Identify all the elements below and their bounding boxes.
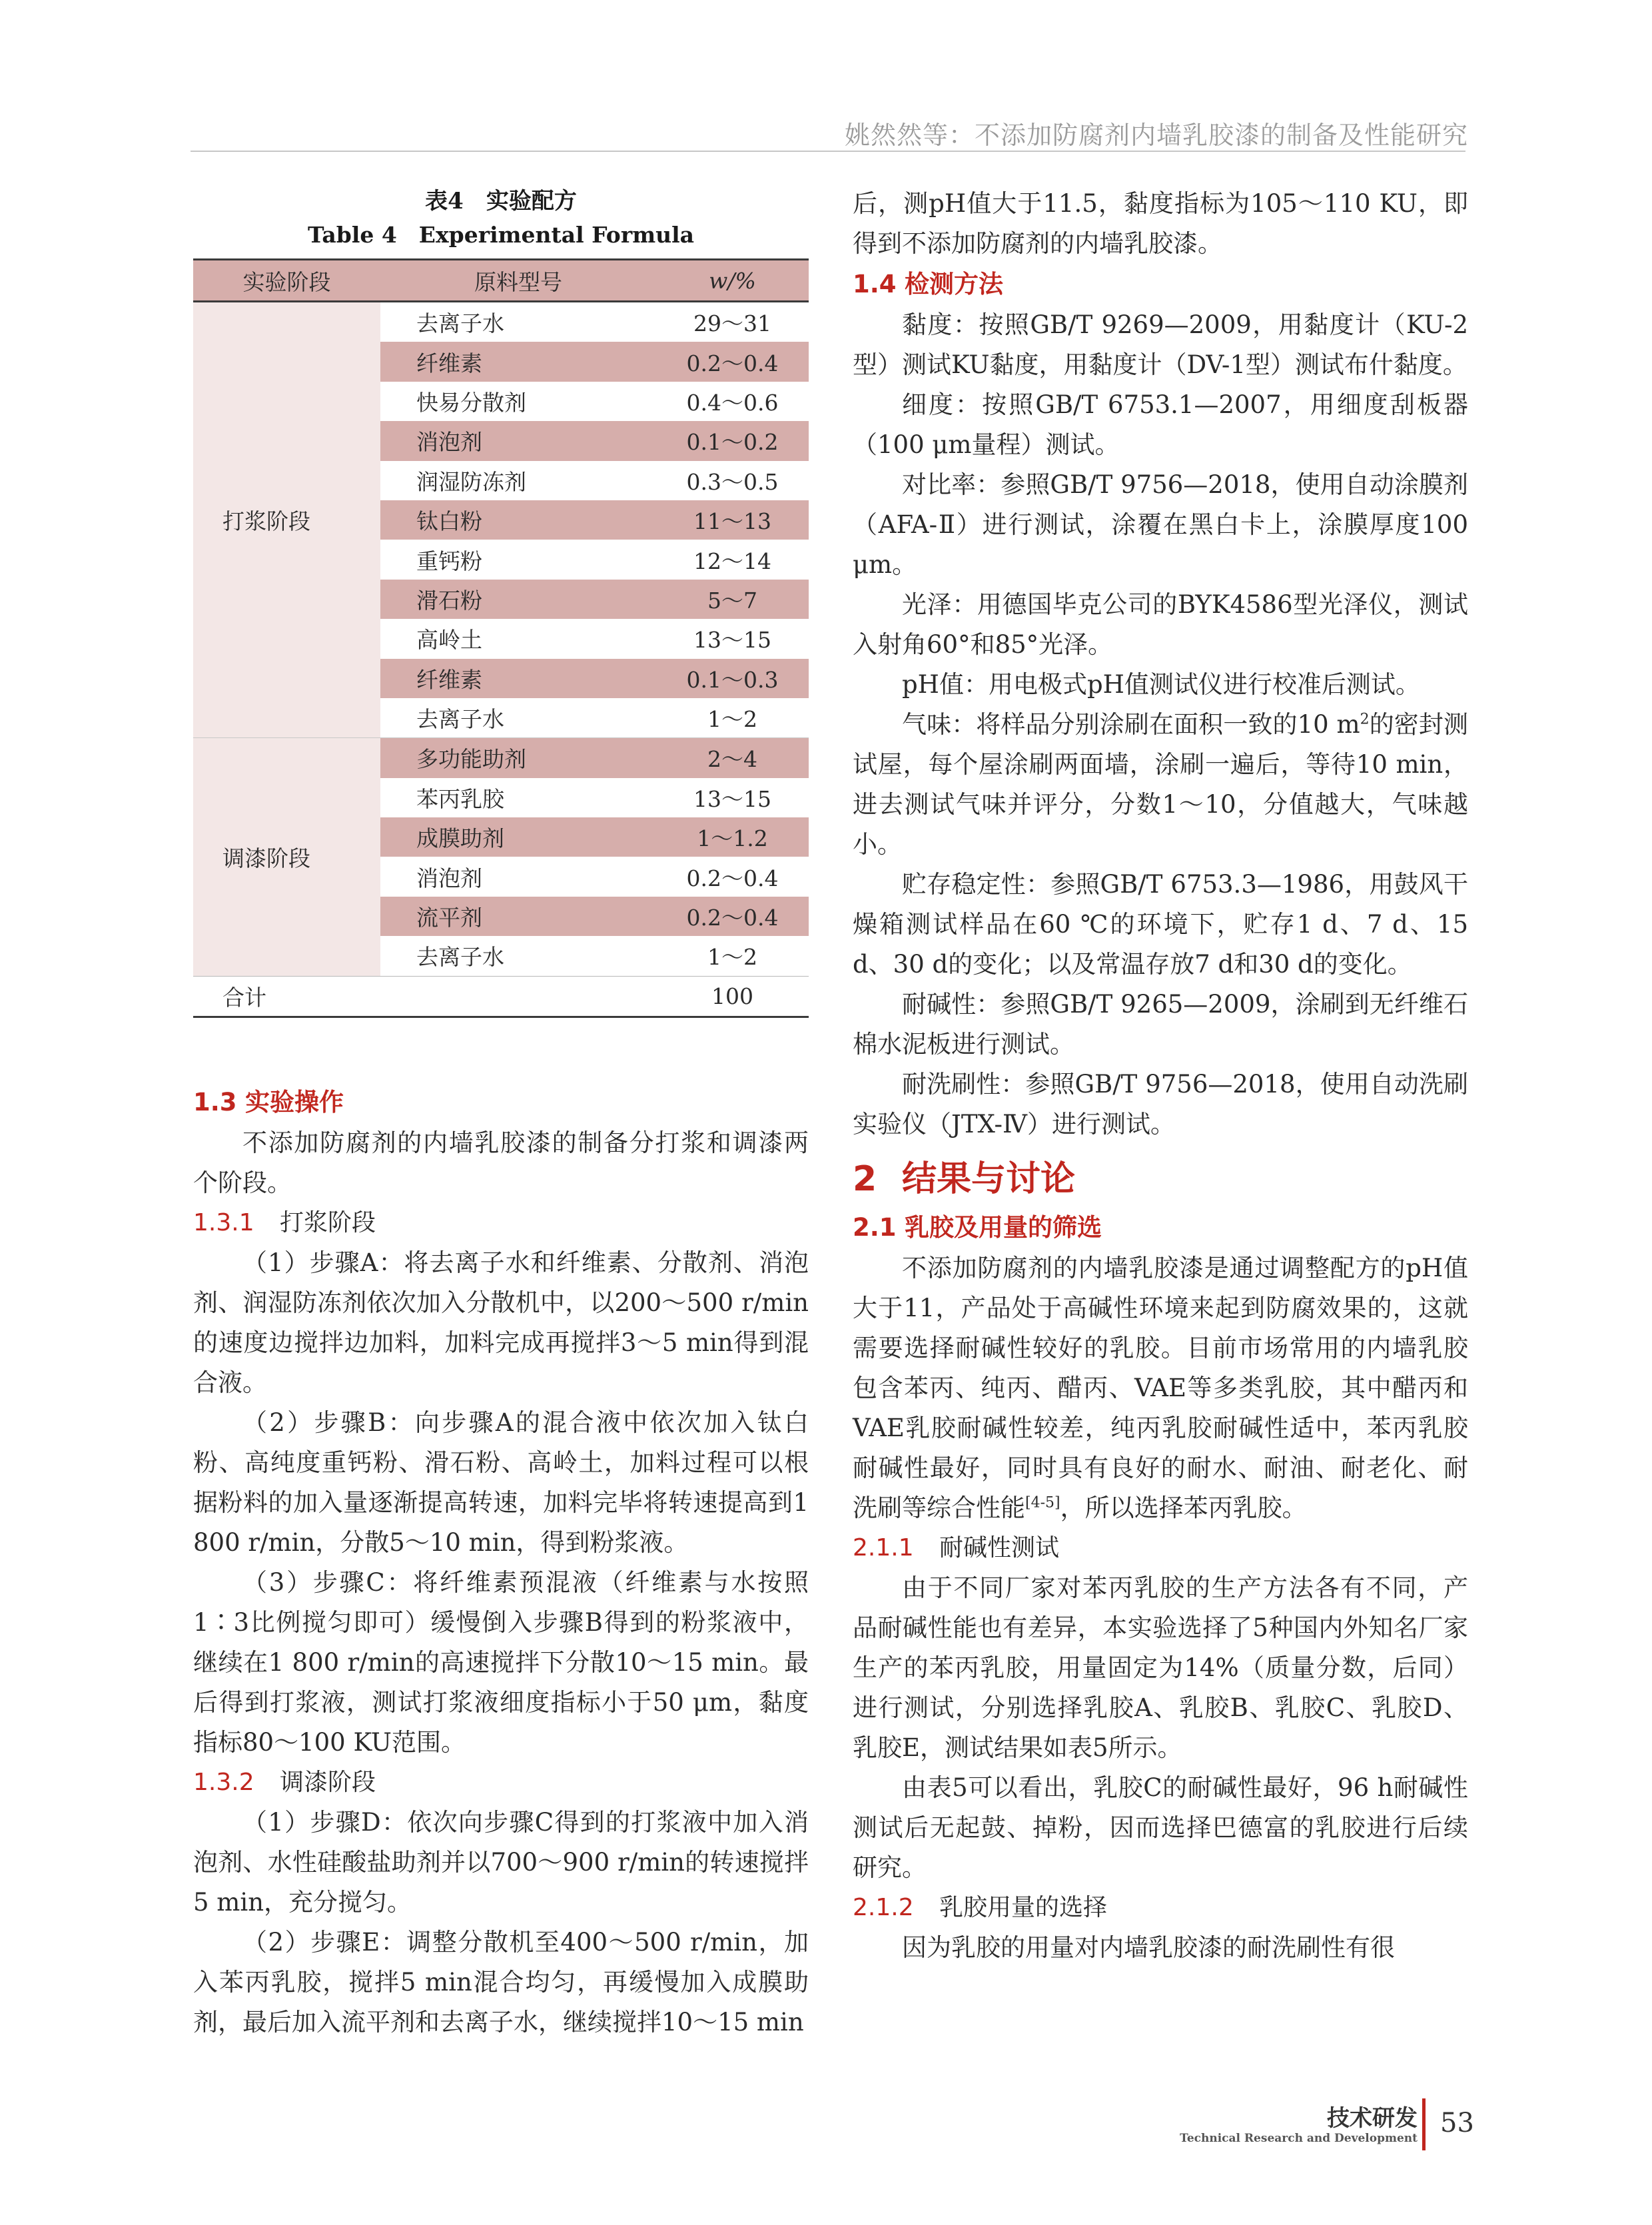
value-cell: 29～31 (693, 310, 771, 337)
odor-text-a: 气味：将样品分别涂刷在面积一致的10 m (902, 710, 1360, 739)
material-cell: 快易分散剂 (416, 389, 526, 416)
material-cell: 纤维素 (380, 659, 656, 698)
formula-table (193, 258, 809, 1018)
p21-text-a: 不添加防腐剂的内墙乳胶漆是通过调整配方的pH值大于11，产品处于高碱性环境来起到防腐效果的，这就需要选择耐碱性较好的乳胶。目前市场常用的内墙乳胶包含苯丙、纯丙、醋丙、VAE等多类乳胶，其中醋丙和VAE乳胶耐碱性较差，纯丙乳胶耐碱性适中，苯丙乳胶耐碱性最好，同时具有良好的耐水、耐油、耐老化、耐洗刷等综合性能 (853, 1254, 1468, 1522)
method-gloss: 光泽：用德国毕克公司的BYK4586型光泽仪，测试入射角60°和85°光泽。 (853, 590, 1468, 659)
paragraph-step-a: （1）步骤A：将去离子水和纤维素、分散剂、消泡剂、润湿防冻剂依次加入分散机中，以200～500 r/min的速度边搅拌边加料，加料完成再搅拌3～5 min得到混合液。 (193, 1248, 809, 1398)
value-cell: 1～2 (707, 944, 757, 971)
section-title: 调漆阶段 (280, 1769, 376, 1797)
header-material: 原料型号 (380, 260, 656, 302)
material-cell: 滑石粉 (380, 580, 656, 619)
section-2-1-1-heading (853, 1528, 1468, 1568)
value-cell: 13～15 (693, 627, 771, 654)
table-caption-cn: 表4 实验配方 (425, 188, 577, 215)
section-number: 1.3 (193, 1088, 237, 1117)
material-cell: 去离子水 (416, 944, 504, 971)
paragraph-step-c: （3）步骤C：将纤维素预混液（纤维素与水按照1∶3比例搅匀即可）缓慢倒入步骤B得到的粉浆液中，继续在1 800 r/min的高速搅拌下分散10～15 min。最后得到打浆液，测试打浆液细度指标小于50 μm，黏度指标80～100 KU范围。 (193, 1568, 809, 1757)
section-title: 检测方法 (905, 270, 1003, 298)
right-column (853, 184, 1468, 1968)
table-total-row (193, 976, 809, 1017)
material-cell: 润湿防冻剂 (416, 468, 526, 495)
section-number: 2.1.1 (853, 1534, 914, 1561)
table-row (193, 738, 809, 778)
superscript: 2 (1360, 711, 1370, 728)
value-cell: 0.3～0.5 (686, 468, 779, 495)
footer-section-en: Technical Research and Development (1180, 2132, 1418, 2145)
material-cell: 苯丙乳胶 (416, 785, 504, 812)
material-cell: 高岭土 (416, 627, 482, 654)
paragraph-2-1-1-a: 由于不同厂家对苯丙乳胶的生产方法各有不同，产品耐碱性能也有差异，本实验选择了5种国内外知名厂家生产的苯丙乳胶，用量固定为14%（质量分数，后同）进行测试，分别选择乳胶A、乳胶B、乳胶C、乳胶D、乳胶E，测试结果如表5所示。 (853, 1573, 1468, 1762)
stage-cell-1: 打浆阶段 (193, 302, 380, 738)
header-rule (191, 151, 1465, 152)
value-cell: 1～2 (707, 706, 757, 733)
material-cell: 去离子水 (416, 310, 504, 337)
section-1-3-1-heading (193, 1203, 809, 1243)
value-cell: 5～7 (656, 580, 809, 619)
material-cell: 钛白粉 (380, 500, 656, 540)
section-number: 1.4 (853, 270, 897, 298)
material-cell: 流平剂 (380, 897, 656, 936)
section-number: 2.1 (853, 1213, 897, 1242)
paragraph-2-1-1-b: 由表5可以看出，乳胶C的耐碱性最好，96 h耐碱性测试后无起鼓、掉粉，因而选择巴德富的乳胶进行后续研究。 (853, 1773, 1468, 1882)
section-1-3-2-heading (193, 1763, 809, 1803)
material-cell: 多功能助剂 (380, 738, 656, 778)
running-title: 姚然然等：不添加防腐剂内墙乳胶漆的制备及性能研究 (844, 121, 1468, 150)
paragraph: 不添加防腐剂的内墙乳胶漆的制备分打浆和调漆两个阶段。 (193, 1128, 809, 1198)
method-ph: pH值：用电极式pH值测试仪进行校准后测试。 (902, 670, 1420, 699)
p21-text-b: ，所以选择苯丙乳胶。 (1060, 1494, 1307, 1522)
footer-divider (1422, 2098, 1426, 2150)
material-cell: 成膜助剂 (380, 817, 656, 857)
material-cell: 消泡剂 (416, 865, 482, 891)
method-fineness: 细度：按照GB/T 6753.1—2007，用细度刮板器（100 μm量程）测试。 (853, 390, 1468, 459)
material-cell: 重钙粉 (416, 548, 482, 574)
value-cell: 0.2～0.4 (686, 865, 779, 891)
method-contrast-ratio: 对比率：参照GB/T 9756—2018，使用自动涂膜剂（AFA-Ⅱ）进行测试，涂覆在黑白卡上，涂膜厚度100 μm。 (853, 470, 1468, 579)
header-weight: w/% (656, 260, 809, 302)
section-1-4-heading (853, 264, 1468, 305)
table-header-row (193, 260, 809, 302)
citation: [4-5] (1025, 1494, 1060, 1512)
value-cell: 11～13 (656, 500, 809, 540)
paragraph-step-b: （2）步骤B：向步骤A的混合液中依次加入钛白粉、高纯度重钙粉、滑石粉、高岭土，加料过程可以根据粉料的加入量逐渐提高转速，加料完毕将转速提高到1 800 r/min，分散5～10 min，得到粉浆液。 (193, 1408, 809, 1558)
section-number: 2.1.2 (853, 1894, 914, 1921)
section-number: 2 (853, 1159, 877, 1199)
value-cell: 0.2～0.4 (656, 342, 809, 381)
section-2-1-heading (853, 1207, 1468, 1248)
stage-cell-2: 调漆阶段 (193, 738, 380, 976)
value-cell: 0.2～0.4 (656, 897, 809, 936)
page-number: 53 (1440, 2108, 1474, 2138)
section-title: 乳胶用量的选择 (939, 1894, 1108, 1921)
total-label: 合计 (193, 976, 380, 1017)
section-number: 1.3.1 (193, 1209, 254, 1237)
section-title: 打浆阶段 (280, 1209, 376, 1237)
material-cell: 去离子水 (416, 706, 504, 733)
header-stage: 实验阶段 (193, 260, 380, 302)
paragraph-continued: 后，测pH值大于11.5，黏度指标为105～110 KU，即得到不添加防腐剂的内墙乳胶漆。 (853, 189, 1468, 258)
section-2-1-2-heading (853, 1888, 1468, 1928)
value-cell: 0.4～0.6 (686, 389, 779, 416)
paragraph-2-1-2: 因为乳胶的用量对内墙乳胶漆的耐洗刷性有很 (902, 1933, 1395, 1962)
table-caption-en: Table 4 Experimental Formula (307, 222, 695, 248)
value-cell: 0.1～0.2 (656, 421, 809, 460)
section-number: 1.3.2 (193, 1769, 254, 1797)
method-alkali: 耐碱性：参照GB/T 9265—2009，涂刷到无纤维石棉水泥板进行测试。 (853, 990, 1468, 1059)
section-title: 耐碱性测试 (939, 1534, 1060, 1561)
footer-section-cn: 技术研发 (1327, 2105, 1418, 2132)
paragraph-step-d: （1）步骤D：依次向步骤C得到的打浆液中加入消泡剂、水性硅酸盐助剂并以700～900 r/min的转速搅拌5 min，充分搅匀。 (193, 1808, 809, 1917)
method-odor (853, 705, 1468, 865)
section-title: 结果与讨论 (902, 1159, 1076, 1199)
paragraph-step-e: （2）步骤E：调整分散机至400～500 r/min，加入苯丙乳胶，搅拌5 min混合均匀，再缓慢加入成膜助剂，最后加入流平剂和去离子水，继续搅拌10～15 min (193, 1928, 809, 2037)
section-title: 实验操作 (245, 1088, 344, 1117)
section-1-3-heading (193, 1082, 809, 1123)
total-value: 100 (656, 976, 809, 1017)
method-storage: 贮存稳定性：参照GB/T 6753.3—1986，用鼓风干燥箱测试样品在60 ℃的环境下，贮存1 d、7 d、15 d、30 d的变化；以及常温存放7 d和30 d的变化。 (853, 870, 1468, 979)
left-column (193, 184, 809, 2042)
material-cell: 纤维素 (380, 342, 656, 381)
section-2-heading (853, 1154, 1468, 1204)
total-empty (380, 976, 656, 1017)
value-cell: 0.1～0.3 (656, 659, 809, 698)
value-cell: 2～4 (656, 738, 809, 778)
paragraph-2-1 (853, 1248, 1468, 1528)
table-row (193, 302, 809, 342)
value-cell: 1～1.2 (656, 817, 809, 857)
material-cell: 消泡剂 (380, 421, 656, 460)
section-title: 乳胶及用量的筛选 (905, 1213, 1102, 1242)
value-cell: 13～15 (693, 785, 771, 812)
value-cell: 12～14 (693, 548, 771, 574)
odor-text-b: 的密封测试屋，每个屋涂刷两面墙，涂刷一遍后，等待10 min，进去测试气味并评分，分数1～10，分值越大，气味越小。 (853, 710, 1469, 859)
method-viscosity: 黏度：按照GB/T 9269—2009，用黏度计（KU-2型）测试KU黏度，用黏度计（DV-1型）测试布什黏度。 (853, 310, 1468, 379)
method-scrub: 耐洗刷性：参照GB/T 9756—2018，使用自动洗刷实验仪（JTX-Ⅳ）进行测试。 (853, 1070, 1468, 1138)
